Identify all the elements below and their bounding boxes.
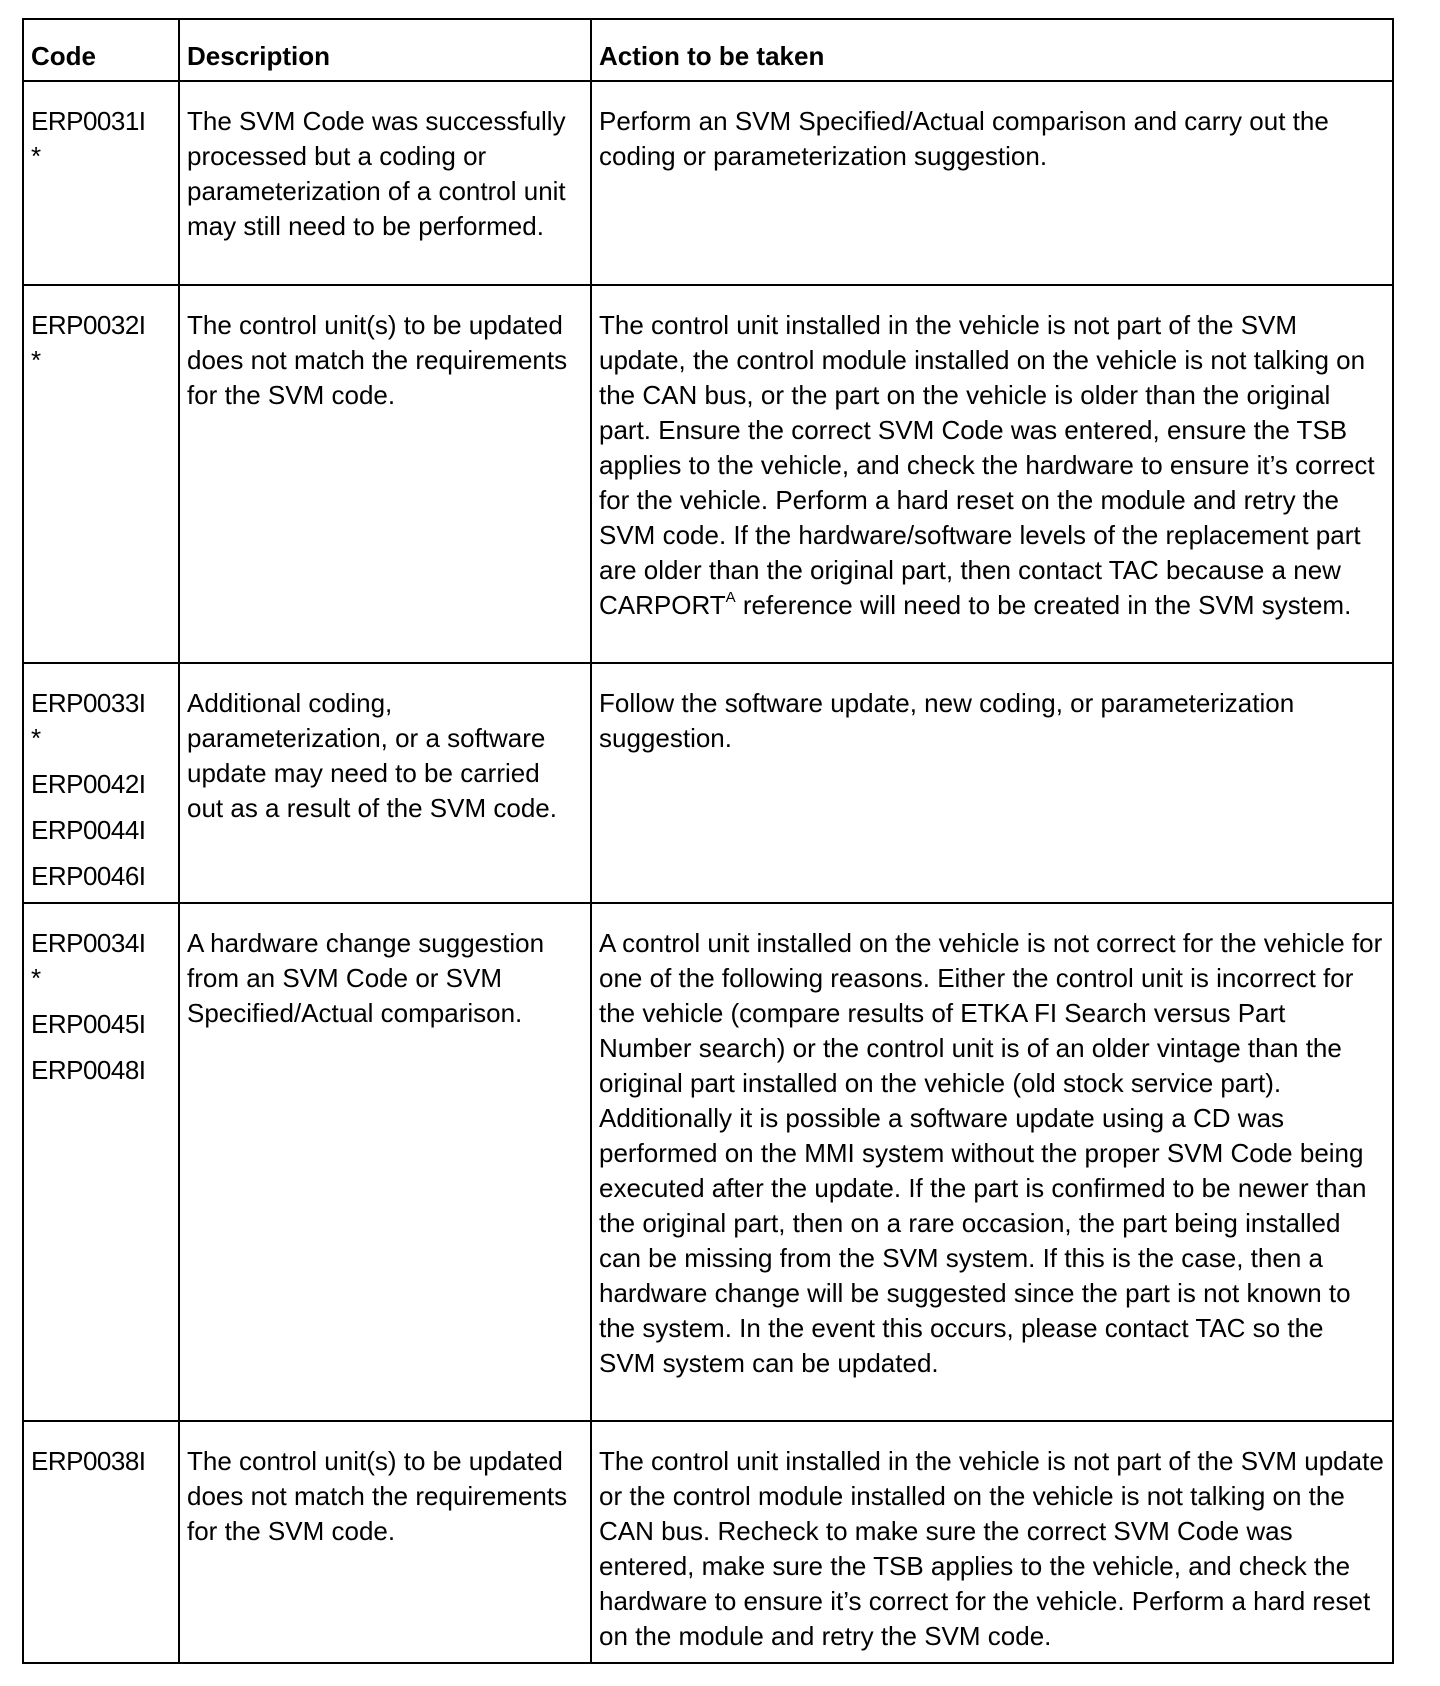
description-cell: The SVM Code was successfully processed but a coding or parameterization of a control unit may still need to be performed. — [179, 81, 591, 285]
code-value: ERP0032I — [31, 310, 146, 340]
header-code: Code — [23, 19, 179, 81]
superscript-reference: A — [725, 589, 736, 606]
error-code-table — [22, 18, 1394, 1664]
description-cell: A hardware change suggestion from an SVM Code or SVM Specified/Actual comparison. — [179, 903, 591, 1421]
code-value: ERP0033I — [31, 688, 146, 718]
code-cell — [23, 1421, 179, 1663]
code-asterisk: * — [31, 345, 41, 375]
code-value: ERP0044I — [31, 815, 146, 845]
code-asterisk: * — [31, 141, 41, 171]
table-row — [23, 285, 1393, 663]
code-cell — [23, 903, 179, 1421]
description-cell: The control unit(s) to be updated does not match the requirements for the SVM code. — [179, 1421, 591, 1663]
code-cell — [23, 663, 179, 903]
action-cell: A control unit installed on the vehicle is not correct for the vehicle for one of the following reasons. Either the control unit is incorrect for the vehicle (compare results of ETKA FI Search versus Part Number search) or the control unit is of an older vintage than the original part installed on the vehicle (old stock service part). Additionally it is possible a software update using a CD was performed on the MMI system without the proper SVM Code being executed after the update. If the part is confirmed to be newer than the original part, then on a rare occasion, the part being installed can be missing from the SVM system. If this is the case, then a hardware change will be suggested since the part is not known to the system. In the event this occurs, please contact TAC so the SVM system can be updated. — [591, 903, 1393, 1421]
code-value: ERP0048I — [31, 1055, 146, 1085]
code-asterisk: * — [31, 963, 41, 993]
description-cell: Additional coding, parameterization, or a software update may need to be carried out as a result of the SVM code. — [179, 663, 591, 903]
action-cell: Follow the software update, new coding, or parameterization suggestion. — [591, 663, 1393, 903]
action-cell: Perform an SVM Specified/Actual comparison and carry out the coding or parameterization suggestion. — [591, 81, 1393, 285]
code-value: ERP0038I — [31, 1446, 146, 1476]
table-row — [23, 903, 1393, 1421]
table-row — [23, 663, 1393, 903]
code-value: ERP0042I — [31, 769, 146, 799]
action-cell — [591, 285, 1393, 663]
description-cell: The control unit(s) to be updated does not match the requirements for the SVM code. — [179, 285, 591, 663]
code-value: ERP0045I — [31, 1009, 146, 1039]
action-cell: The control unit installed in the vehicle is not part of the SVM update or the control module installed on the vehicle is not talking on the CAN bus. Recheck to make sure the correct SVM Code was entered, make sure the TSB applies to the vehicle, and check the hardware to ensure it’s correct for the vehicle. Perform a hard reset on the module and retry the SVM code. — [591, 1421, 1393, 1663]
code-value: ERP0031I — [31, 106, 146, 136]
header-action: Action to be taken — [591, 19, 1393, 81]
code-value: ERP0046I — [31, 861, 146, 891]
action-text: The control unit installed in the vehicle is not part of the SVM update, the control module installed on the vehicle is not talking on the CAN bus, or the part on the vehicle is older than the original part. Ensure the correct SVM Code was entered, ensure the TSB applies to the vehicle, and check the hardware to ensure it’s correct for the vehicle. Perform a hard reset on the module and retry the SVM code. If the hardware/software levels of the replacement part are older than the original part, then contact TAC because a new CARPORT — [599, 310, 1375, 620]
code-cell — [23, 285, 179, 663]
code-asterisk: * — [31, 723, 41, 753]
code-value: ERP0034I — [31, 928, 146, 958]
table-header-row — [23, 19, 1393, 81]
table-row — [23, 81, 1393, 285]
header-description: Description — [179, 19, 591, 81]
action-text-continued: reference will need to be created in the SVM system. — [735, 590, 1352, 620]
table-row — [23, 1421, 1393, 1663]
code-cell — [23, 81, 179, 285]
